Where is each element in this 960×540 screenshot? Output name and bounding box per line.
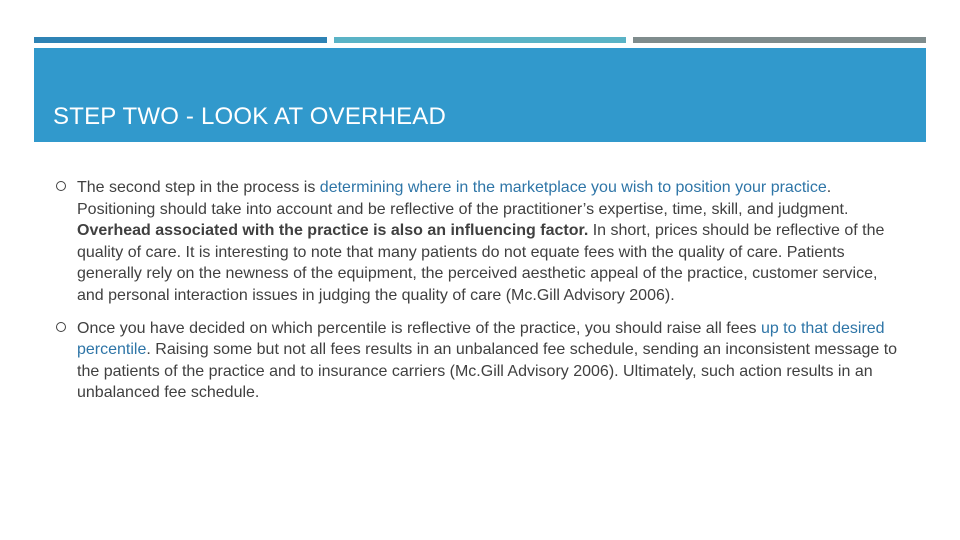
circle-bullet-icon: [56, 322, 66, 332]
accent-stripe: [334, 37, 626, 43]
highlighted-text: up to that desired percentile: [77, 319, 885, 359]
bullet-item: [56, 318, 908, 404]
circle-bullet-icon: [56, 181, 66, 191]
bullet-item: [56, 177, 908, 307]
text-segment: . Positioning should take into account and be reflective of the practitioner’s expertise, time, skill, and judgment.: [77, 179, 849, 218]
slide-title: STEP TWO - LOOK AT OVERHEAD: [53, 103, 447, 130]
text-segment: The second step in the process is: [77, 179, 320, 196]
bullet-list: [56, 177, 908, 415]
title-band: [34, 48, 926, 142]
accent-stripe: [34, 37, 327, 43]
highlighted-text: determining where in the marketplace you wish to position your practice: [319, 179, 827, 196]
accent-stripe: [633, 37, 926, 43]
bold-text: Overhead associated with the practice is also an influencing factor.: [77, 222, 589, 240]
text-segment: Once you have decided on which percentile is reflective of the practice, you should raise all fees: [77, 319, 761, 337]
text-segment: . Raising some but not all fees results in an unbalanced fee schedule, sending an inconsistent message to the patients of the practice and to insurance carriers (Mc.Gill Advisory 2006). Ultimately, such action results in an unbalanced fee schedule.: [77, 341, 898, 402]
text-segment: In short, prices should be reflective of the quality of care. It is interesting to note that many patients do not equate fees with the quality of care. Patients generally rely on the newness of the equipment, the perceived aesthetic appeal of the practice, customer service, and personal interaction issues in judging the quality of care (Mc.Gill Advisory 2006).: [77, 222, 885, 304]
